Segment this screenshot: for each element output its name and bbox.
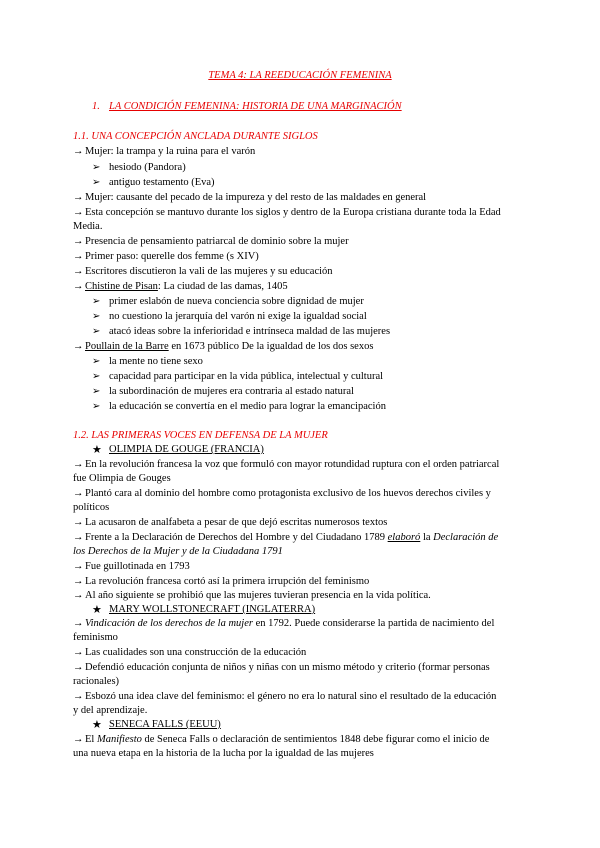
- chevron-icon: ➢: [92, 326, 101, 337]
- arrow-icon: →: [73, 251, 84, 262]
- subsection-title: 1.2. LAS PRIMERAS VOCES EN DEFENSA DE LA MUJER: [73, 430, 328, 441]
- arrow-icon: →: [73, 207, 84, 218]
- list-item: → Frente a la Declaración de Derechos del Hombre y del Ciudadano 1789 elaboró la Declaración de: [73, 532, 499, 543]
- subheading: MARY WOLLSTONECRAFT (INGLATERRA): [109, 604, 316, 615]
- list-item: → Presencia de pensamiento patriarcal de dominio sobre la mujer: [73, 236, 349, 247]
- arrow-icon: →: [73, 734, 84, 745]
- subsection-title: 1.1. UNA CONCEPCIÓN ANCLADA DURANTE SIGLOS: [73, 131, 318, 142]
- list-item-continuation: feminismo: [73, 632, 118, 643]
- list-item: → Fue guillotinada en 1793: [73, 561, 190, 572]
- bullet-item: hesiodo (Pandora): [109, 162, 186, 173]
- list-item: → El Manifiesto de Seneca Falls o declaración de sentimientos 1848 debe figurar como el inicio de: [73, 734, 490, 745]
- list-item: → La acusaron de analfabeta a pesar de que dejó escritas numerosos textos: [73, 517, 388, 528]
- bullet-item: la subordinación de mujeres era contraria al estado natural: [109, 386, 354, 397]
- bullet-item: la educación se convertía en el medio para lograr la emancipación: [109, 401, 386, 412]
- arrow-icon: →: [73, 192, 84, 203]
- chevron-icon: ➢: [92, 371, 101, 382]
- arrow-icon: →: [73, 532, 84, 543]
- list-item: → Plantó cara al dominio del hombre como protagonista exclusivo de los huevos derechos civiles y: [73, 488, 491, 499]
- subheading: OLIMPIA DE GOUGE (FRANCIA): [109, 444, 264, 455]
- arrow-icon: →: [73, 341, 84, 352]
- list-item: → Chistine de Pisan: La ciudad de las damas, 1405: [73, 281, 288, 292]
- arrow-icon: →: [73, 561, 84, 572]
- arrow-icon: →: [73, 618, 84, 629]
- star-icon: ★: [92, 444, 102, 456]
- star-icon: ★: [92, 719, 102, 731]
- arrow-icon: →: [73, 662, 84, 673]
- list-item: → Esbozó una idea clave del feminismo: el género no era lo natural sino el resultado de la educación: [73, 691, 497, 702]
- chevron-icon: ➢: [92, 311, 101, 322]
- author-name: Poullain de la Barre: [85, 341, 169, 352]
- bullet-item: capacidad para participar en la vida pública, intelectual y cultural: [109, 371, 384, 382]
- subheading: SENECA FALLS (EEUU): [109, 719, 221, 730]
- chevron-icon: ➢: [92, 356, 101, 367]
- arrow-icon: →: [73, 146, 84, 157]
- arrow-icon: →: [73, 281, 84, 292]
- list-item-continuation: los Derechos de la Mujer y de la Ciudadana 1791: [73, 546, 283, 557]
- arrow-icon: →: [73, 517, 84, 528]
- section-number: 1.: [92, 101, 100, 112]
- list-item: → Al año siguiente se prohibió que las mujeres tuvieran presencia en la vida política.: [73, 590, 431, 601]
- arrow-icon: →: [73, 488, 84, 499]
- bullet-item: la mente no tiene sexo: [109, 356, 203, 367]
- list-item-continuation: y del aprendizaje.: [73, 705, 148, 716]
- list-item: → Mujer: la trampa y la ruina para el varón: [73, 146, 256, 157]
- list-item: → Defendió educación conjunta de niños y niñas con un mismo método y criterio (formar personas: [73, 662, 490, 673]
- arrow-icon: →: [73, 266, 84, 277]
- list-item: → Las cualidades son una construcción de la educación: [73, 647, 307, 658]
- bullet-item: atacó ideas sobre la inferioridad e intrínseca maldad de las mujeres: [109, 326, 391, 337]
- list-item: → Primer paso: querelle dos femme (s XIV): [73, 251, 259, 262]
- arrow-icon: →: [73, 459, 84, 470]
- chevron-icon: ➢: [92, 162, 101, 173]
- chevron-icon: ➢: [92, 296, 101, 307]
- list-item: → Mujer: causante del pecado de la impureza y del resto de las maldades en general: [73, 192, 427, 203]
- list-item: → Vindicación de los derechos de la mujer en 1792. Puede considerarse la partida de nacimiento del: [73, 618, 495, 629]
- list-item: → Esta concepción se mantuvo durante los siglos y dentro de la Europa cristiana durante toda la Edad: [73, 207, 501, 218]
- arrow-icon: →: [73, 691, 84, 702]
- list-item: → Poullain de la Barre en 1673 público De la igualdad de los dos sexos: [73, 341, 374, 352]
- arrow-icon: →: [73, 647, 84, 658]
- arrow-icon: →: [73, 576, 84, 587]
- author-name: Chistine de Pisan: [85, 281, 158, 292]
- list-item: → En la revolución francesa la voz que formuló con mayor rotundidad ruptura con el orden patriarcal: [73, 459, 500, 470]
- star-icon: ★: [92, 604, 102, 616]
- chevron-icon: ➢: [92, 177, 101, 188]
- chevron-icon: ➢: [92, 386, 101, 397]
- bullet-item: antiguo testamento (Eva): [109, 177, 215, 188]
- page-title: TEMA 4: LA REEDUCACIÓN FEMENINA: [208, 70, 392, 81]
- chevron-icon: ➢: [92, 401, 101, 412]
- list-item-continuation: fue Olimpia de Gouges: [73, 473, 171, 484]
- arrow-icon: →: [73, 236, 84, 247]
- list-item: → Escritores discutieron la vali de las mujeres y su educación: [73, 266, 333, 277]
- list-item-continuation: políticos: [73, 502, 110, 513]
- list-item-continuation: una nueva etapa en la historia de la lucha por la igualdad de las mujeres: [73, 748, 374, 759]
- section-title: LA CONDICIÓN FEMENINA: HISTORIA DE UNA MARGINACIÓN: [109, 101, 402, 112]
- emphasis: elaboró: [387, 532, 421, 543]
- list-item-continuation: racionales): [73, 676, 120, 687]
- list-item-continuation: Media.: [73, 221, 103, 232]
- list-item: → La revolución francesa cortó así la primera irrupción del feminismo: [73, 576, 370, 587]
- bullet-item: primer eslabón de nueva conciencia sobre dignidad de mujer: [109, 296, 364, 307]
- bullet-item: no cuestiono la jerarquía del varón ni exige la igualdad social: [109, 311, 367, 322]
- arrow-icon: →: [73, 590, 84, 601]
